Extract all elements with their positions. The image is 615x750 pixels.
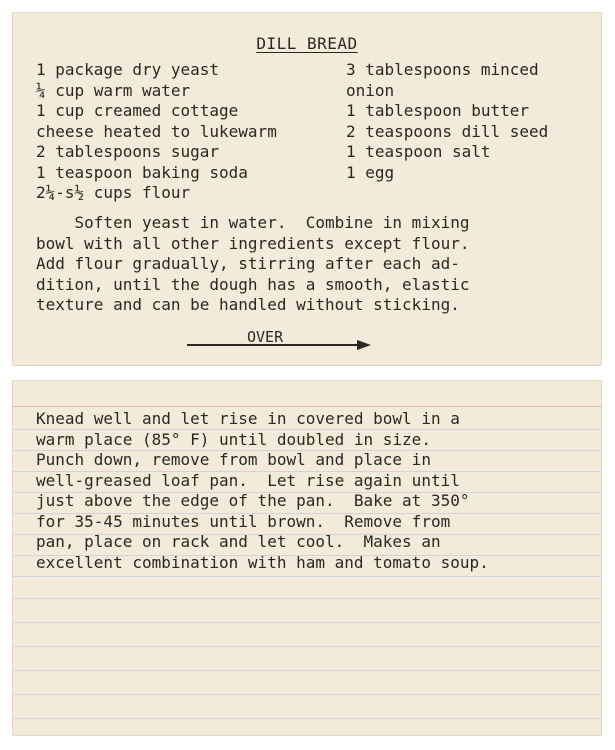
- ingredient-line: 1 egg: [346, 162, 395, 182]
- instruction-line: excellent combination with ham and tomato soup.: [36, 552, 489, 572]
- instruction-line: pan, place on rack and let cool. Makes an: [36, 532, 441, 551]
- instruction-line: Punch down, remove from bowl and place in: [36, 450, 431, 469]
- ruled-line: [12, 694, 602, 695]
- ingredient-line: 1 cup creamed cottage: [36, 101, 239, 120]
- instruction-line: warm place (85° F) until doubled in size.: [36, 429, 431, 449]
- continued-instructions: [36, 408, 489, 572]
- ingredient-line: 2 tablespoons sugar: [36, 142, 220, 161]
- ruled-line: [12, 622, 602, 623]
- header-rule: [12, 406, 602, 407]
- ingredient-line: 1 tablespoon butter: [346, 101, 530, 120]
- ingredient-line: 2¼-s½ cups flour: [36, 183, 191, 202]
- recipe-title: DILL BREAD: [256, 34, 358, 53]
- ingredient-line: 3 tablespoons minced: [346, 60, 539, 79]
- ruled-line: [12, 576, 602, 577]
- instruction-line: Add flour gradually, stirring after each ad-: [36, 254, 460, 273]
- instruction-line: bowl with all other ingredients except flour.: [36, 233, 470, 253]
- ingredients-right-column: [346, 60, 548, 183]
- over-label: OVER: [247, 328, 284, 346]
- instruction-line: dition, until the dough has a smooth, elastic: [36, 274, 470, 294]
- ingredient-line: 1 teaspoon baking soda: [36, 162, 248, 182]
- recipe-card-back: [12, 380, 602, 736]
- recipe-card-front: [12, 12, 602, 366]
- ingredient-line: ¼ cup warm water: [36, 80, 191, 100]
- instruction-line: just above the edge of the pan. Bake at 350°: [36, 491, 470, 510]
- instruction-line: Knead well and let rise in covered bowl in a: [36, 409, 460, 428]
- ingredient-line: 1 package dry yeast: [36, 60, 220, 79]
- ruled-line: [12, 598, 602, 599]
- instruction-line: well-greased loaf pan. Let rise again until: [36, 470, 460, 490]
- ingredient-line: 1 teaspoon salt: [346, 142, 491, 161]
- instruction-line: texture and can be handled without sticking.: [36, 295, 460, 314]
- ingredient-line: cheese heated to lukewarm: [36, 121, 277, 141]
- ingredient-line: 2 teaspoons dill seed: [346, 121, 549, 141]
- ruled-line: [12, 670, 602, 671]
- instruction-line: for 35-45 minutes until brown. Remove from: [36, 511, 451, 531]
- ingredients-left-column: [36, 60, 277, 204]
- instruction-line: Soften yeast in water. Combine in mixing: [36, 213, 470, 232]
- instructions-paragraph: [36, 212, 469, 315]
- arrow-right-icon: [187, 339, 372, 351]
- ruled-line: [12, 718, 602, 719]
- ingredient-line: onion: [346, 80, 395, 100]
- ruled-line: [12, 646, 602, 647]
